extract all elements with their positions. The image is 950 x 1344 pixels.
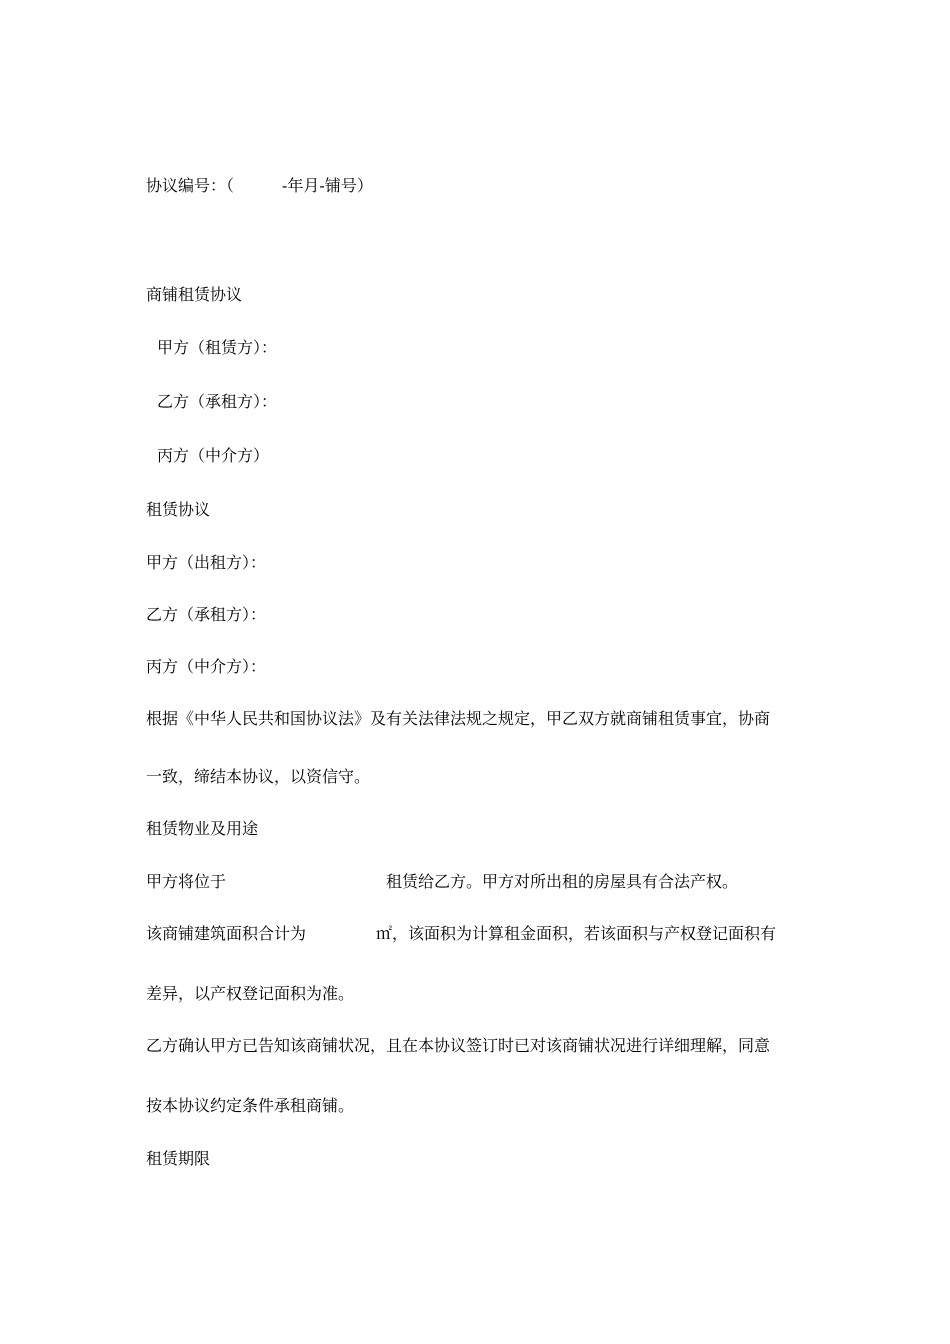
cover-party-a: 甲方（租赁方）：: [157, 338, 278, 357]
confirm-clause-line-1: 乙方确认甲方已告知该商铺状况，且在本协议签订时已对该商铺状况进行详细理解，同意: [146, 1036, 771, 1055]
area-clause-part-2: ㎡，该面积为计算租金面积，若该面积与产权登记面积有: [376, 924, 777, 943]
term-heading: 租赁期限: [146, 1149, 211, 1168]
property-clause: [146, 872, 738, 892]
preamble-line-2: 一致，缔结本协议，以资信守。: [146, 767, 371, 786]
area-clause-line-2: 差异，以产权登记面积为准。: [146, 984, 355, 1003]
confirm-clause-line-2: 按本协议约定条件承租商铺。: [146, 1096, 355, 1115]
cover-title: 商铺租赁协议: [146, 285, 243, 304]
property-clause-part-2: 租赁给乙方。甲方对所出租的房屋具有合法产权。: [386, 872, 739, 891]
agreement-number-label: 协议编号：（: [146, 176, 235, 195]
section-title: 租赁协议: [146, 500, 211, 519]
party-a: 甲方（出租方）：: [146, 553, 267, 572]
property-heading: 租赁物业及用途: [146, 819, 259, 838]
party-b: 乙方（承租方）：: [146, 605, 267, 624]
area-clause: [146, 924, 776, 944]
agreement-number: [146, 176, 373, 196]
preamble-line-1: 根据《中华人民共和国协议法》及有关法律法规之规定，甲乙双方就商铺租赁事宜，协商: [146, 709, 771, 728]
property-clause-part-1: 甲方将位于: [146, 872, 227, 891]
cover-party-b: 乙方（承租方）：: [157, 392, 278, 411]
area-clause-part-1: 该商铺建筑面积合计为: [146, 924, 307, 943]
cover-party-c: 丙方（中介方）: [157, 446, 270, 465]
agreement-number-suffix: -年月-铺号）: [282, 176, 373, 195]
party-c: 丙方（中介方）：: [146, 657, 267, 676]
